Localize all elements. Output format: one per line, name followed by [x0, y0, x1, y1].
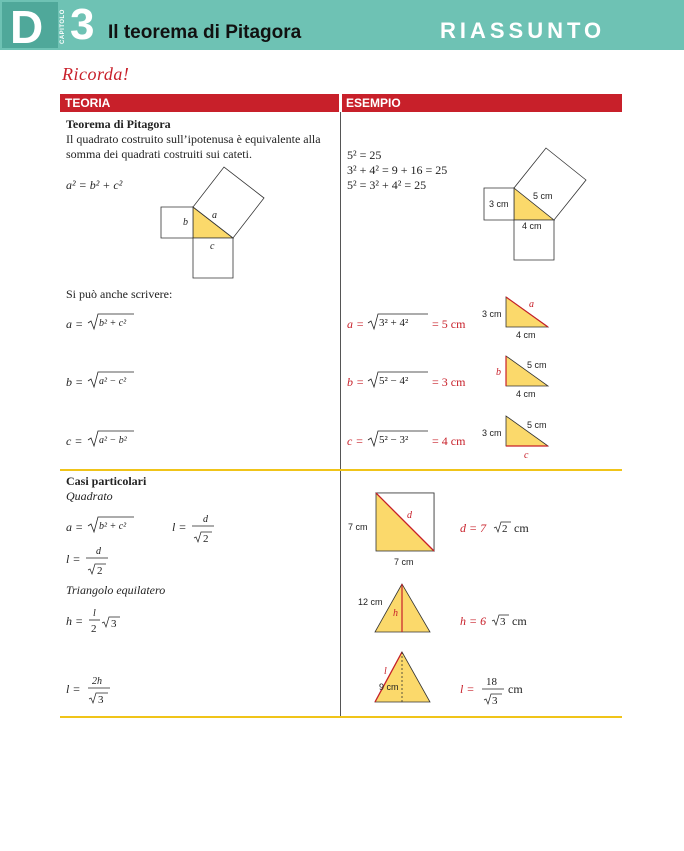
- triangle-c-hyp-label: 5 cm: [527, 420, 547, 430]
- radical-b: [88, 372, 134, 387]
- radicand-b: a² − c²: [99, 376, 127, 387]
- chapter-number: 3: [70, 0, 95, 49]
- square-left-label: 7 cm: [348, 522, 368, 532]
- triangle-c-figure: [482, 416, 548, 461]
- teorema-formula: a² = b² + c²: [66, 178, 123, 192]
- esempio-eq1: 5² = 25: [347, 148, 382, 162]
- example-radical-c: [368, 431, 428, 446]
- triangle-l-result-num: 18: [486, 676, 497, 688]
- fraction-h-den: 2: [91, 623, 97, 635]
- triangle-b-hyp-label: 5 cm: [527, 360, 547, 370]
- theory-label-c: c: [210, 241, 215, 252]
- triangle-a-figure: [482, 297, 548, 340]
- fraction-2h-rad: 3: [98, 694, 104, 706]
- triangle-a-hyp-label: a: [529, 299, 534, 310]
- column-header-esempio: ESEMPIO: [342, 94, 622, 112]
- theory-label-a: a: [212, 210, 217, 221]
- formula-b-lhs: b =: [66, 375, 84, 389]
- teorema-heading: Teorema di Pitagora: [66, 117, 171, 131]
- fraction-d-num: d: [203, 514, 208, 525]
- esempio-eq2: 3² + 4² = 9 + 16 = 25: [347, 163, 448, 177]
- square-result-unit: cm: [514, 521, 529, 535]
- quadrato-radical: [88, 517, 134, 532]
- formula-c-lhs: c =: [66, 434, 83, 448]
- quadrato-label: Quadrato: [66, 489, 113, 503]
- example-b-lhs: b =: [347, 375, 365, 389]
- teorema-line2: somma dei quadrati costruiti sui cateti.: [66, 147, 252, 161]
- triangle-l-result-rad: 3: [492, 695, 498, 707]
- ricorda-label: Ricorda!: [62, 64, 130, 84]
- triangle-l-result-lhs: l =: [460, 682, 475, 696]
- triangle-l-result-unit: cm: [508, 682, 523, 696]
- quadrato-a-lhs: a =: [66, 520, 84, 534]
- example-radicand-c: 5² − 3²: [379, 434, 409, 446]
- section-title: RIASSUNTO: [440, 18, 606, 43]
- casi-heading: Casi particolari: [66, 474, 147, 488]
- column-header-teoria: TEORIA: [60, 94, 339, 112]
- triangle-l-result-fraction: [482, 676, 504, 707]
- triangle-l-label: l: [384, 666, 387, 677]
- square-result-lhs: d = 7: [460, 521, 487, 535]
- triangolo-label: Triangolo equilatero: [66, 583, 166, 597]
- anche-text: Si può anche scrivere:: [66, 287, 173, 301]
- example-a-result: = 5 cm: [432, 317, 466, 331]
- fraction-2h-num: 2h: [92, 676, 102, 687]
- formula-a-lhs: a =: [66, 317, 84, 331]
- square-result-radicand: 2: [502, 523, 508, 535]
- triangle-9cm-label: 9 cm: [379, 682, 399, 692]
- fraction-l-sqrt2: [86, 546, 108, 577]
- chapter-title: Il teorema di Pitagora: [108, 22, 302, 43]
- theory-label-b: b: [183, 217, 188, 228]
- triangle-a-bottom: 4 cm: [516, 330, 536, 340]
- example-radical-a: [368, 314, 428, 329]
- example-c-lhs: c =: [347, 434, 364, 448]
- example-label-5: 5 cm: [533, 191, 553, 201]
- triangle-h-result-lhs: h = 6: [460, 614, 487, 628]
- triangle-a-left: 3 cm: [482, 309, 502, 319]
- triangolo-l-lhs: l =: [66, 682, 81, 696]
- fraction-h-rad: 3: [111, 618, 117, 630]
- triangle-b-left: b: [496, 367, 501, 378]
- esempio-eq3: 5² = 3² + 4² = 25: [347, 178, 427, 192]
- theory-square-b: [161, 207, 193, 238]
- triangle-h-label: h: [393, 608, 398, 619]
- triangle-side-label: 12 cm: [358, 597, 383, 607]
- fraction-h: [89, 608, 120, 635]
- teorema-line1: Il quadrato costruito sull’ipotenusa è equivalente alla: [66, 132, 321, 146]
- triangle-h-result-unit: cm: [512, 614, 527, 628]
- fraction-l-den: 2: [97, 565, 103, 577]
- equilateral-triangle-h: [358, 584, 430, 632]
- example-radicand-a: 3² + 4²: [379, 317, 409, 329]
- example-label-4: 4 cm: [522, 221, 542, 231]
- fraction-2h: [88, 676, 110, 706]
- triangle-h-result-radicand: 3: [500, 616, 506, 628]
- example-radicand-b: 5² − 4²: [379, 375, 409, 387]
- fraction-d-den: 2: [203, 533, 209, 545]
- radical-c: [88, 431, 134, 446]
- part-letter: D: [10, 1, 44, 53]
- example-pythagoras-figure: [484, 148, 586, 260]
- square-result-radical: [494, 522, 511, 535]
- fraction-d-sqrt2: [192, 514, 214, 545]
- example-a-lhs: a =: [347, 317, 365, 331]
- triangolo-h-lhs: h =: [66, 614, 84, 628]
- quadrato-radicand: b² + c²: [99, 521, 127, 532]
- capitolo-text: CAPITOLO: [60, 9, 66, 44]
- square-bottom-label: 7 cm: [394, 557, 414, 567]
- example-b-result: = 3 cm: [432, 375, 466, 389]
- quadrato-l-lhs: l =: [172, 520, 187, 534]
- example-label-3: 3 cm: [489, 199, 509, 209]
- triangle-c-left: 3 cm: [482, 428, 502, 438]
- square-diagonal-figure: [348, 493, 434, 567]
- radicand-a: b² + c²: [99, 318, 127, 329]
- triangle-c-bottom: c: [524, 450, 529, 461]
- fraction-l-num: d: [96, 546, 101, 557]
- square-diag-label: d: [407, 510, 412, 521]
- triangle-h-result-radical: [492, 615, 509, 628]
- triangle-b-bottom: 4 cm: [516, 389, 536, 399]
- radical-a: [88, 314, 134, 329]
- equilateral-triangle-l: [375, 652, 430, 702]
- quadrato-l2-lhs: l =: [66, 552, 81, 566]
- example-radical-b: [368, 372, 428, 387]
- radicand-c: a² − b²: [99, 435, 127, 446]
- theory-pythagoras-figure: [161, 167, 264, 278]
- triangle-b-figure: [496, 356, 548, 399]
- fraction-h-num: l: [93, 608, 96, 619]
- example-c-result: = 4 cm: [432, 434, 466, 448]
